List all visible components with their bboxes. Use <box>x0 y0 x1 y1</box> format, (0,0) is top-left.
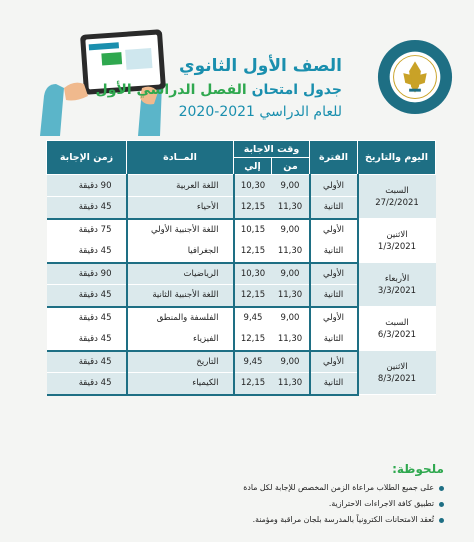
table-row <box>47 175 436 197</box>
period-cell: الثانية <box>310 241 358 263</box>
exam-schedule-table <box>46 140 436 396</box>
duration-cell: 45 دقيقة <box>47 351 127 373</box>
header-from: من <box>272 158 310 175</box>
subject-cell: الجغرافيا <box>127 241 234 263</box>
to-time-cell: 10,15 <box>234 219 272 241</box>
exam-date: 27/2/2021 <box>375 197 419 208</box>
to-time-cell: 12,15 <box>234 329 272 351</box>
ministry-seal-logo <box>376 38 454 116</box>
from-time-cell: 9,00 <box>272 263 310 285</box>
period-cell: الثانية <box>310 373 358 395</box>
from-time-cell: 11,30 <box>272 197 310 219</box>
from-time-cell: 9,00 <box>272 175 310 197</box>
period-cell: الثانية <box>310 329 358 351</box>
table-row <box>47 351 436 373</box>
header-subject: المــادة <box>127 141 234 175</box>
tablet-illustration <box>30 18 170 136</box>
day-date-cell <box>358 351 436 395</box>
duration-cell: 45 دقيقة <box>47 307 127 329</box>
day-name: السبت <box>385 185 409 196</box>
period-cell: الثانية <box>310 197 358 219</box>
subject-cell: الفلسفة والمنطق <box>127 307 234 329</box>
header-to: إلي <box>234 158 272 175</box>
day-date-cell <box>358 307 436 351</box>
exam-date: 6/3/2021 <box>377 329 417 340</box>
duration-cell: 45 دقيقة <box>47 241 127 263</box>
duration-cell: 45 دقيقة <box>47 373 127 395</box>
exam-date: 8/3/2021 <box>377 373 417 384</box>
to-time-cell: 9,45 <box>234 307 272 329</box>
subject-cell: التاريخ <box>127 351 234 373</box>
exam-date: 3/3/2021 <box>377 285 417 296</box>
day-name: الأربعاء <box>384 273 410 284</box>
schedule-body <box>47 175 436 395</box>
year-value: 2021-2020 <box>178 104 255 120</box>
day-name: الاثنين <box>386 229 408 240</box>
duration-cell: 90 دقيقة <box>47 263 127 285</box>
duration-cell: 90 دقيقة <box>47 175 127 197</box>
to-time-cell: 12,15 <box>234 373 272 395</box>
schedule-subtitle <box>96 82 342 98</box>
table-row <box>47 219 436 241</box>
note-item: على جميع الطلاب مراعاة الزمن المخصص للإجابة لكل مادة <box>184 480 444 496</box>
from-time-cell: 9,00 <box>272 351 310 373</box>
from-time-cell: 9,00 <box>272 307 310 329</box>
from-time-cell: 11,30 <box>272 285 310 307</box>
to-time-cell: 10,30 <box>234 175 272 197</box>
duration-cell: 45 دقيقة <box>47 197 127 219</box>
day-name: الاثنين <box>386 361 408 372</box>
subject-cell: اللغة الأجنبية الأولي <box>127 219 234 241</box>
year-prefix: للعام الدراسي <box>259 104 342 120</box>
period-cell: الأولي <box>310 351 358 373</box>
duration-cell: 75 دقيقة <box>47 219 127 241</box>
subject-cell: الرياضيات <box>127 263 234 285</box>
academic-year <box>179 104 342 120</box>
subject-cell: الكيمياء <box>127 373 234 395</box>
subject-cell: الفيزياء <box>127 329 234 351</box>
from-time-cell: 9,00 <box>272 219 310 241</box>
header-answer-time: وقت الاجابة <box>234 141 310 158</box>
to-time-cell: 9,45 <box>234 351 272 373</box>
exam-date: 1/3/2021 <box>377 241 417 252</box>
subject-cell: الأحياء <box>127 197 234 219</box>
subtitle-prefix: جدول امتحان <box>251 82 342 98</box>
day-name: السبت <box>385 317 409 328</box>
duration-cell: 45 دقيقة <box>47 285 127 307</box>
period-cell: الأولي <box>310 175 358 197</box>
period-cell: الثانية <box>310 285 358 307</box>
to-time-cell: 10,30 <box>234 263 272 285</box>
table-row <box>47 263 436 285</box>
table-row <box>47 307 436 329</box>
header-day-date: اليوم والتاريخ <box>358 141 436 175</box>
notes-title: ملحوظة: <box>392 462 444 476</box>
from-time-cell: 11,30 <box>272 241 310 263</box>
from-time-cell: 11,30 <box>272 373 310 395</box>
subtitle-highlight: الفصل الدراسي الأول <box>95 82 247 98</box>
to-time-cell: 12,15 <box>234 197 272 219</box>
day-date-cell <box>358 219 436 263</box>
subject-cell: اللغة الأجنبية الثانية <box>127 285 234 307</box>
notes-list <box>184 480 444 528</box>
period-cell: الأولي <box>310 219 358 241</box>
duration-cell: 45 دقيقة <box>47 329 127 351</box>
subject-cell: اللغة العربية <box>127 175 234 197</box>
note-item: تطبيق كافة الاجراءات الاحترازية. <box>184 496 444 512</box>
period-cell: الأولي <box>310 263 358 285</box>
to-time-cell: 12,15 <box>234 241 272 263</box>
header-duration: زمن الإجابة <box>47 141 127 175</box>
to-time-cell: 12,15 <box>234 285 272 307</box>
page-title: الصف الأول الثانوي <box>178 56 342 76</box>
day-date-cell <box>358 175 436 219</box>
day-date-cell <box>358 263 436 307</box>
header-period: الفترة <box>310 141 358 175</box>
note-item: تُعقد الامتحانات الكترونياً بالمدرسة بلجان مراقبة ومؤمنة. <box>184 512 444 528</box>
from-time-cell: 11,30 <box>272 329 310 351</box>
period-cell: الأولي <box>310 307 358 329</box>
